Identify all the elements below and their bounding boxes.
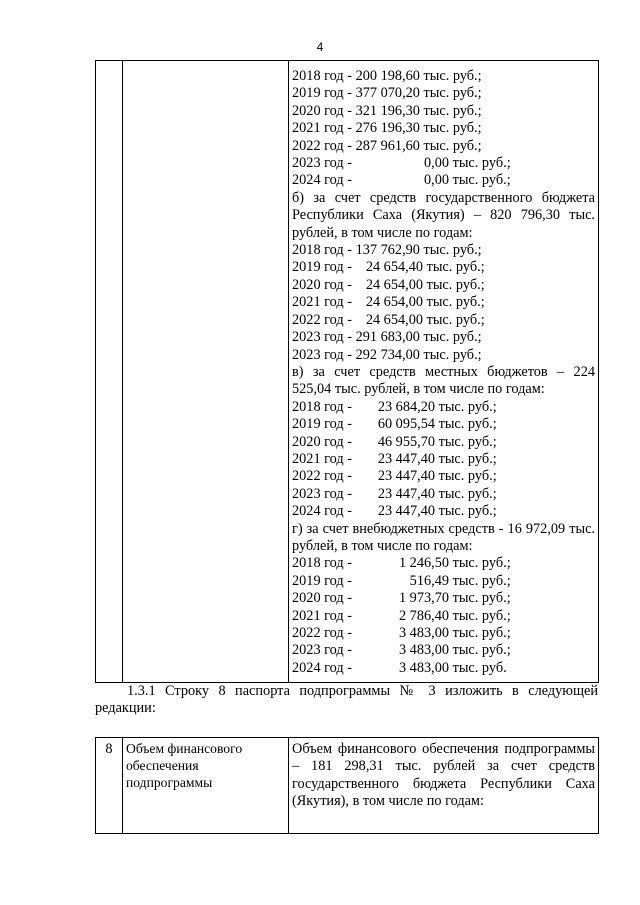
year-label: 2020 год - [292,433,353,450]
amount-value: 23 447,40 [377,503,435,520]
year-amount-line [292,625,595,642]
amount-value: 1 973,70 [398,590,449,607]
amount-value: 0,00 [423,155,449,172]
year-label: 2022 год - [292,311,353,328]
year-label: 2019 год - [292,259,353,276]
table-cell-number [96,61,123,683]
amount-unit: тыс. руб.; [419,242,482,259]
year-amount-line [292,555,595,572]
amount-value: 0,00 [423,172,449,189]
amount-value: 24 654,00 [365,311,423,328]
year-amount-line [292,642,595,659]
year-amount-line [292,468,595,485]
year-label: 2022 год - [292,468,353,485]
amount-unit: тыс. руб.; [423,294,485,311]
year-label: 2022 год - [292,625,353,641]
state-budget-lines [292,242,595,364]
amount-unit: тыс. руб.; [449,590,511,607]
table-cell-name [123,61,289,683]
year-label: 2018 год - [292,68,353,84]
amount-value: 23 684,20 [377,398,435,415]
amount-unit: тыс. руб.; [423,276,485,293]
year-amount-line [292,172,595,189]
financing-table-continued [95,60,599,683]
year-label: 2023 год - [292,346,353,363]
year-label: 2019 год - [292,416,353,433]
amount-value: 1 246,50 [398,555,449,572]
year-amount-line [292,68,595,85]
row-name: Объем финансового обеспечения подпрограммы [123,738,289,834]
paragraph-1-3-1: 1.3.1 Строку 8 паспорта подпрограммы № 3 изложить в следующей редакции: [95,683,598,717]
year-label: 2020 год - [292,590,353,607]
year-label: 2019 год - [292,85,353,102]
year-label: 2018 год - [292,555,353,572]
amount-unit: тыс. руб.; [419,346,482,363]
year-label: 2023 год - [292,329,353,346]
year-amount-line [292,486,595,503]
amount-unit: тыс. руб. [449,659,507,676]
local-budget-lines [292,399,595,521]
amount-unit: тыс. руб.; [419,329,482,346]
amount-value: 3 483,00 [398,625,449,641]
year-amount-line [292,294,595,311]
amount-unit: тыс. руб.; [449,642,511,659]
amount-value: 46 955,70 [377,433,435,450]
row-number: 8 [96,738,123,834]
amount-unit: тыс. руб.; [435,468,497,485]
year-amount-line [292,416,595,433]
page-number: 4 [316,40,324,54]
amount-unit: тыс. руб.; [423,311,485,328]
year-label: 2021 год - [292,450,353,467]
amount-value: 24 654,40 [365,259,423,276]
year-label: 2020 год - [292,102,353,119]
amount-unit: тыс. руб.; [449,172,511,189]
year-label: 2024 год - [292,172,353,189]
year-amount-line [292,590,595,607]
amount-unit: тыс. руб.; [449,607,511,624]
amount-value: 516,49 [409,572,449,589]
amount-unit: тыс. руб.; [449,572,511,589]
year-amount-line [292,660,595,677]
year-label: 2020 год - [292,276,353,293]
amount-unit: тыс. руб.; [449,155,511,172]
year-label: 2019 год - [292,572,353,589]
year-amount-line [292,312,595,329]
amount-value: 23 447,40 [377,485,435,502]
year-label: 2021 год - [292,607,353,624]
year-amount-line [292,329,595,346]
year-label: 2018 год - [292,242,353,259]
federal-budget-lines [292,68,595,155]
amount-unit: тыс. руб.; [449,625,511,641]
amount-unit: тыс. руб.; [435,416,497,433]
amount-value: 2 786,40 [398,607,449,624]
amount-text: 276 196,30 тыс. руб.; [352,120,482,137]
year-amount-line [292,120,595,137]
amount-value: 3 483,00 [398,642,449,659]
year-amount-line [292,573,595,590]
year-amount-line [292,277,595,294]
extrabudgetary-paragraph: г) за счет внебюджетных средств - 16 972,09 тыс. рублей, в том числе по годам: [292,520,595,554]
amount-value: 292 734,00 [352,346,420,363]
year-amount-line [292,503,595,520]
local-budget-paragraph: в) за счет средств местных бюджетов – 224 525,04 тыс. рублей, в том числе по годам: [292,363,595,398]
year-label: 2021 год - [292,120,353,137]
year-label: 2018 год - [292,398,353,415]
year-label: 2024 год - [292,659,353,676]
year-label: 2024 год - [292,503,353,520]
year-amount-line [292,85,595,102]
amount-value: 23 447,40 [377,468,435,485]
amount-unit: тыс. руб.; [435,433,497,450]
year-amount-line [292,434,595,451]
year-amount-line [292,138,595,155]
amount-unit: тыс. руб.; [423,259,485,276]
row-content: Объем финансового обеспечения подпрограммы – 181 298,31 тыс. рублей за счет средств государственного бюджета Республики Саха (Якутия), в том числе по годам: [289,738,599,834]
year-amount-line [292,347,595,364]
year-amount-line [292,242,595,259]
year-amount-line [292,259,595,276]
year-label: 2023 год - [292,642,353,659]
table-row [96,61,599,683]
subprogram-passport-row-8 [95,737,599,834]
extrabudgetary-lines [292,555,595,677]
amount-unit: тыс. руб.; [435,450,497,467]
amount-value: 3 483,00 [398,659,449,676]
amount-unit: тыс. руб.; [435,485,497,502]
amount-unit: тыс. руб.; [435,503,497,520]
year-label: 2023 год - [292,485,353,502]
amount-value: 137 762,90 [352,242,420,259]
amount-text: 377 070,20 тыс. руб.; [352,85,482,102]
year-amount-line [292,451,595,468]
amount-value: 24 654,00 [365,294,423,311]
year-amount-line [292,103,595,120]
year-label: 2023 год - [292,155,353,172]
amount-text: 200 198,60 тыс. руб.; [352,68,482,84]
amount-text: 287 961,60 тыс. руб.; [352,137,482,154]
amount-value: 291 683,00 [352,329,420,346]
amount-text: 321 196,30 тыс. руб.; [352,102,482,119]
state-budget-paragraph: б) за счет средств государственного бюджета Республики Саха (Якутия) – 820 796,30 тыс. рублей, в том числе по годам: [292,189,595,241]
amount-unit: тыс. руб.; [449,555,511,572]
year-amount-line [292,399,595,416]
amount-value: 24 654,00 [365,276,423,293]
year-label: 2021 год - [292,294,353,311]
amount-unit: тыс. руб.; [435,398,497,415]
amount-value: 23 447,40 [377,450,435,467]
federal-budget-zero-lines [292,155,595,190]
year-label: 2022 год - [292,137,353,154]
table-row [96,738,599,834]
year-amount-line [292,608,595,625]
table-cell-content [289,61,599,683]
amount-value: 60 095,54 [377,416,435,433]
year-amount-line [292,155,595,172]
